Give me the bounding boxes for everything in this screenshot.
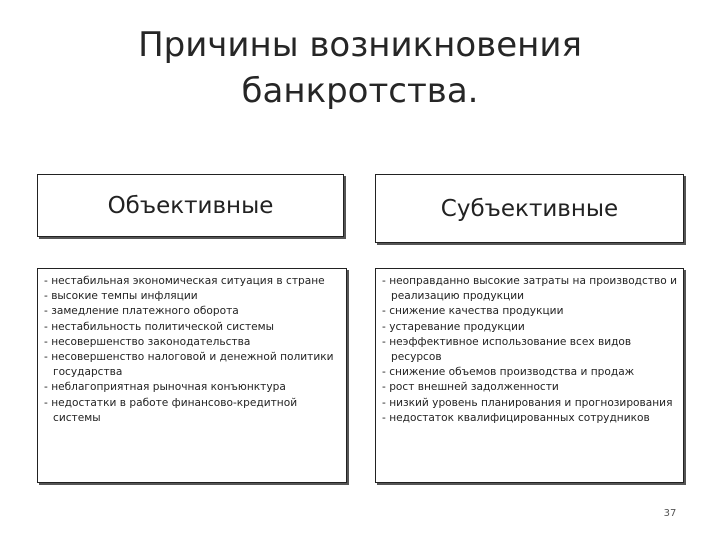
- objective-causes-list: [38, 269, 346, 426]
- list-item: - несовершенство налоговой и денежной политики государства: [44, 351, 334, 379]
- slide-title: [0, 22, 720, 114]
- subjective-header-box: [375, 174, 684, 243]
- list-item: - неэффективное использование всех видов ресурсов: [382, 335, 632, 364]
- list-item: - недостаток квалифицированных сотрудников: [382, 411, 650, 424]
- list-item: - высокие темпы инфляции: [44, 290, 198, 303]
- subjective-header: Субъективные: [440, 195, 619, 222]
- list-item: - устаревание продукции: [382, 320, 525, 333]
- list-item: - низкий уровень планирования и прогнозирования: [382, 396, 673, 409]
- list-item: - снижение качества продукции: [382, 305, 564, 318]
- subjective-causes-list: [376, 269, 683, 426]
- list-item: - несовершенство законодательства: [44, 335, 251, 348]
- list-item: - нестабильная экономическая ситуация в стране: [44, 275, 325, 287]
- objective-causes-box: [37, 268, 347, 483]
- list-item: - неоправданно высокие затраты на производство и реализацию продукции: [382, 275, 677, 303]
- objective-header-box: [37, 174, 344, 237]
- list-item: - снижение объемов производства и продаж: [382, 366, 635, 379]
- subjective-causes-box: [375, 268, 684, 483]
- page-number: 37: [663, 508, 677, 519]
- list-item: - нестабильность политической системы: [44, 320, 275, 333]
- list-item: - неблагоприятная рыночная конъюнктура: [44, 381, 286, 394]
- slide-title-line-1: Причины возникновения: [138, 25, 582, 65]
- list-item: - недостатки в работе финансово-кредитной системы: [44, 396, 298, 424]
- slide-title-line-2: банкротства.: [241, 71, 479, 111]
- objective-header: Объективные: [107, 192, 274, 219]
- list-item: - рост внешней задолженности: [382, 381, 559, 394]
- list-item: - замедление платежного оборота: [44, 305, 239, 318]
